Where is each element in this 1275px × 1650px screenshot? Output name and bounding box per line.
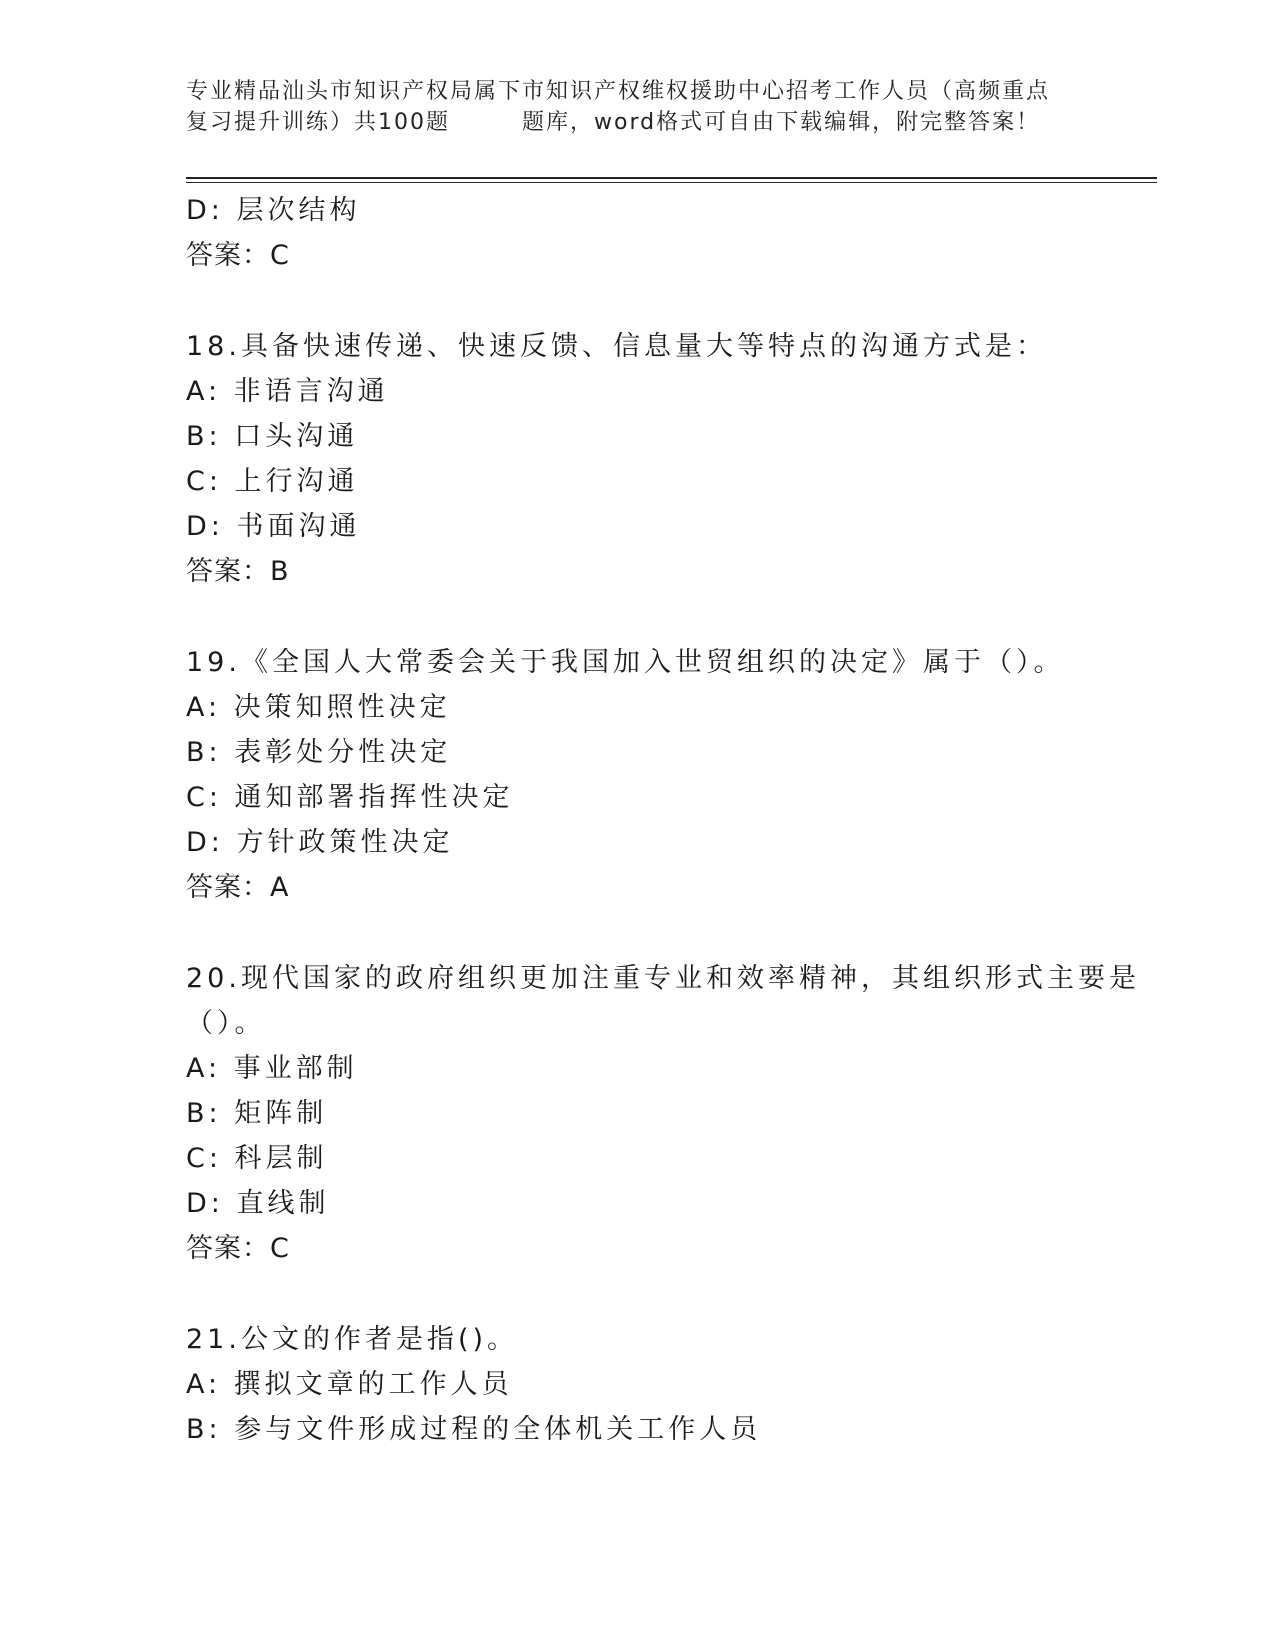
option-d: D: 方针政策性决定 [186, 827, 454, 858]
answer-line: 答案：C [186, 1233, 290, 1264]
option-b: B: 口头沟通 [186, 421, 359, 452]
option-b: B: 参与文件形成过程的全体机关工作人员 [186, 1414, 762, 1445]
question-17-tail [186, 188, 1126, 278]
question-text: 19.《全国人大常委会关于我国加入世贸组织的决定》属于（）。 [186, 647, 1065, 678]
answer-line: 答案：C [186, 240, 290, 271]
header-line-1: 专业精品汕头市知识产权局属下市知识产权维权援助中心招考工作人员（高频重点 [186, 79, 1051, 104]
question-text: 18.具备快速传递、快速反馈、信息量大等特点的沟通方式是： [186, 331, 1047, 362]
question-text: 21.公文的作者是指()。 [186, 1324, 519, 1355]
option-a: A: 非语言沟通 [186, 376, 389, 407]
answer-line: 答案：B [186, 556, 290, 587]
option-d: D: 层次结构 [186, 195, 361, 226]
option-b: B: 矩阵制 [186, 1098, 328, 1129]
header-divider-thin [186, 182, 1157, 183]
option-a: A: 决策知照性决定 [186, 692, 451, 723]
option-b: B: 表彰处分性决定 [186, 737, 452, 768]
question-21 [186, 1317, 1126, 1452]
option-c: C: 科层制 [186, 1143, 328, 1174]
document-header [186, 76, 1106, 138]
question-text-line-1: 20.现代国家的政府组织更加注重专业和效率精神，其组织形式主要是 [186, 963, 1140, 994]
question-19 [186, 640, 1126, 910]
question-text-line-2: （）。 [186, 1008, 266, 1039]
header-divider-thick [186, 177, 1157, 179]
option-a: A: 事业部制 [186, 1053, 358, 1084]
question-18 [186, 324, 1126, 594]
header-line-2-right: 题库，word格式可自由下载编辑，附完整答案！ [522, 110, 1041, 135]
option-a: A: 撰拟文章的工作人员 [186, 1369, 513, 1400]
header-line-2 [186, 107, 1106, 138]
header-line-2-left: 复习提升训练）共100题 [186, 110, 450, 135]
question-20 [186, 956, 1140, 1271]
option-d: D: 直线制 [186, 1188, 330, 1219]
option-c: C: 通知部署指挥性决定 [186, 782, 514, 813]
option-d: D: 书面沟通 [186, 511, 361, 542]
option-c: C: 上行沟通 [186, 466, 359, 497]
answer-line: 答案：A [186, 872, 290, 903]
question-list [186, 188, 1140, 1452]
